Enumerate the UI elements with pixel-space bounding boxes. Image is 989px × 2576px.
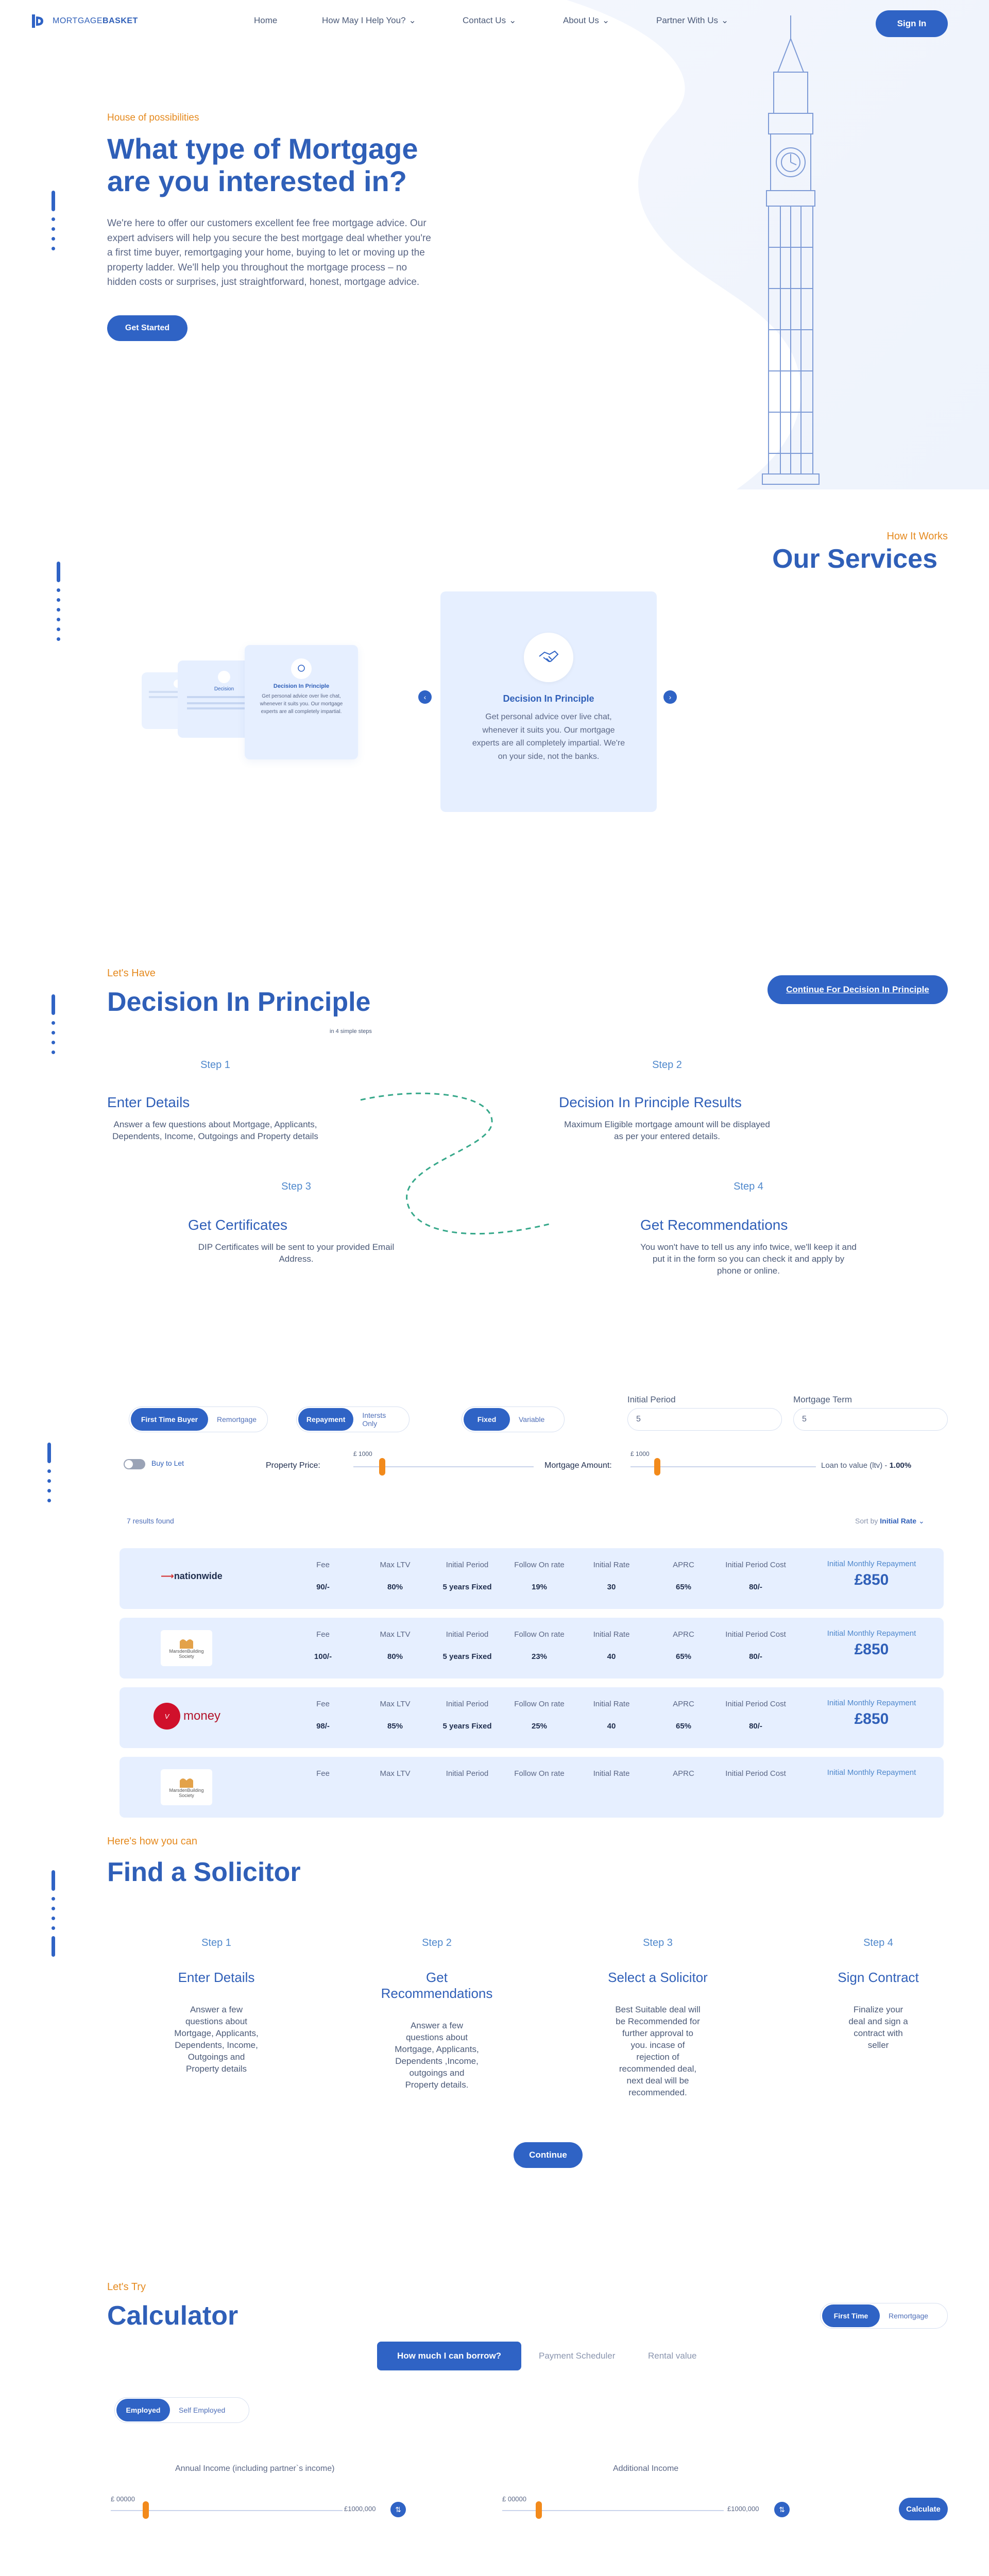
- val-fee: 100/-: [314, 1652, 332, 1661]
- col-initial-period: Initial Period: [446, 1630, 489, 1639]
- ltv-display: [821, 1461, 911, 1470]
- col-monthly-repayment: Initial Monthly Repayment: [827, 1699, 916, 1707]
- val-follow-on-rate: 25%: [531, 1722, 548, 1731]
- step-text: Best Suitable deal will be Recommended for further approval to you. incase of rejection of recommended deal, next deal will be recommended.: [615, 2005, 701, 2097]
- lender-name: MarsdenBuilding Society: [169, 1649, 204, 1659]
- product-row[interactable]: [120, 1618, 944, 1679]
- virgin-logo-icon: V: [154, 1703, 180, 1730]
- val-aprc: 65%: [675, 1583, 692, 1591]
- solicitor-step-1: [155, 1937, 278, 2075]
- fixed-option[interactable]: Fixed: [464, 1408, 510, 1431]
- site-header: [0, 0, 989, 46]
- initial-period-input[interactable]: 5: [627, 1408, 782, 1431]
- chevron-down-icon: ⌄: [408, 15, 416, 25]
- mortgage-amount-slider[interactable]: [654, 1458, 660, 1476]
- chevron-right-icon: ›: [669, 693, 672, 701]
- dip-step-3: [188, 1181, 404, 1193]
- section-indicator: [46, 1443, 52, 1502]
- step-title: Get Recommendations: [381, 1970, 493, 2001]
- col-initial-period-cost: Initial Period Cost: [725, 1561, 786, 1569]
- section-indicator: [56, 562, 61, 641]
- col-aprc: APRC: [673, 1700, 694, 1708]
- stepper-icon: ⇅: [779, 2505, 785, 2514]
- chevron-down-icon: ⌄: [721, 15, 729, 25]
- service-card-small-title: Decision: [214, 686, 234, 692]
- dip-step-2-title: Decision In Principle Results: [559, 1094, 742, 1110]
- col-aprc: APRC: [673, 1561, 694, 1569]
- nav-item-home[interactable]: [254, 15, 277, 26]
- initial-period-label: Initial Period: [627, 1395, 676, 1404]
- sort-value: Initial Rate: [880, 1517, 917, 1525]
- solicitor-step-4: [816, 1937, 940, 2052]
- col-initial-rate: Initial Rate: [593, 1769, 630, 1778]
- tab-rental-value[interactable]: Rental value: [648, 2351, 697, 2361]
- dip-eyebrow: Let's Have: [107, 968, 156, 979]
- repayment-option[interactable]: Repayment: [298, 1408, 353, 1431]
- remortgage-option[interactable]: Remortgage: [217, 1415, 257, 1423]
- step-number: Step 1: [201, 1937, 231, 1948]
- col-follow-on-rate: Follow On rate: [514, 1769, 565, 1778]
- product-row[interactable]: [120, 1757, 944, 1818]
- col-aprc: APRC: [673, 1630, 694, 1639]
- val-initial-period-cost: 80/-: [749, 1583, 762, 1591]
- lender-name: money: [183, 1709, 221, 1723]
- handshake-icon: [524, 633, 573, 682]
- hero-description: We're here to offer our customers excellent fee free mortgage advice. Our expert advisers will help you secure the best mortgage deal whether you're a first time buyer, remortgaging your home, buying to let or moving up the property ladder. We'll help you throughout the mortgage process – no hidden costs or surprises, just straightforward, honest, mortgage advice.: [107, 218, 431, 287]
- get-started-button[interactable]: Get Started: [107, 315, 187, 341]
- hero-background: [345, 0, 989, 489]
- val-monthly-repayment: £850: [854, 1710, 889, 1727]
- sort-label: Sort by: [855, 1517, 878, 1525]
- carousel-next-button[interactable]: [663, 690, 677, 704]
- chevron-down-icon: ⌄: [509, 15, 517, 25]
- val-initial-period: 5 years Fixed: [442, 1652, 492, 1661]
- tab-borrow-calculator[interactable]: How much I can borrow?: [377, 2342, 521, 2370]
- dip-step-1: [107, 1059, 323, 1071]
- nav-item-partner[interactable]: [656, 15, 728, 26]
- val-max-ltv: 85%: [387, 1722, 403, 1731]
- val-monthly-repayment: £850: [854, 1571, 889, 1588]
- dip-step-1-text: Answer a few questions about Mortgage, Applicants, Dependents, Income, Outgoings and Property details: [112, 1120, 318, 1141]
- col-fee: Fee: [316, 1630, 330, 1639]
- services-eyebrow: How It Works: [886, 531, 948, 542]
- dip-step-4: [640, 1181, 857, 1193]
- chevron-down-icon: ⌄: [918, 1517, 925, 1525]
- nav-label: About Us: [563, 15, 599, 25]
- dip-step-3-title: Get Certificates: [188, 1217, 287, 1233]
- col-initial-period: Initial Period: [446, 1561, 489, 1569]
- nav-item-contact[interactable]: [463, 15, 516, 26]
- val-initial-rate: 40: [607, 1652, 616, 1661]
- stepper-icon: ⇅: [395, 2505, 401, 2514]
- annual-income-slider[interactable]: [143, 2501, 149, 2519]
- first-time-buyer-option[interactable]: First Time Buyer: [131, 1408, 208, 1431]
- solicitor-continue-button[interactable]: Continue: [514, 2142, 583, 2168]
- step-title: Enter Details: [178, 1970, 255, 1985]
- col-fee: Fee: [316, 1700, 330, 1708]
- col-max-ltv: Max LTV: [380, 1769, 411, 1778]
- col-max-ltv: Max LTV: [380, 1700, 411, 1708]
- annual-income-max: £1000,000: [344, 2505, 376, 2513]
- col-aprc: APRC: [673, 1769, 694, 1778]
- additional-income-label: Additional Income: [613, 2464, 679, 2473]
- solicitor-eyebrow: Here's how you can: [107, 1836, 198, 1847]
- marsden-logo-icon: [179, 1637, 194, 1649]
- nav-item-help[interactable]: [322, 15, 416, 26]
- employed-option[interactable]: Employed: [116, 2399, 170, 2421]
- chevron-down-icon: ⌄: [602, 15, 610, 25]
- dip-step-4-text: You won't have to tell us any info twice, we'll keep it and put it in the form so you can check it and apply by phone or online.: [640, 1242, 857, 1276]
- annual-income-min: £ 00000: [111, 2495, 135, 2503]
- section-indicator: [50, 1870, 56, 1957]
- solicitor-title: Find a Solicitor: [107, 1857, 301, 1887]
- col-monthly-repayment: Initial Monthly Repayment: [827, 1768, 916, 1777]
- employment-toggle[interactable]: [114, 2397, 249, 2423]
- val-initial-period: 5 years Fixed: [442, 1722, 492, 1731]
- sign-in-button[interactable]: Sign In: [876, 10, 948, 37]
- step-title: Select a Solicitor: [608, 1970, 708, 1985]
- brand-logo[interactable]: [31, 12, 138, 30]
- step-number: Step 3: [643, 1937, 673, 1948]
- val-fee: 98/-: [316, 1722, 330, 1731]
- step-number: Step 2: [422, 1937, 452, 1948]
- col-initial-period: Initial Period: [446, 1700, 489, 1708]
- mortgage-amount-label: Mortgage Amount:: [544, 1461, 612, 1470]
- nav-label: Contact Us: [463, 15, 506, 25]
- hero-title-line2: are you interested in?: [107, 164, 407, 197]
- product-list: [0, 1543, 989, 1798]
- additional-income-stepper[interactable]: [774, 2502, 790, 2517]
- val-monthly-repayment: £850: [854, 1641, 889, 1658]
- dip-title: Decision In Principle: [107, 987, 371, 1017]
- col-monthly-repayment: Initial Monthly Repayment: [827, 1560, 916, 1568]
- service-card-side[interactable]: [245, 645, 358, 759]
- col-fee: Fee: [316, 1769, 330, 1778]
- val-fee: 90/-: [316, 1583, 330, 1591]
- calculator-title: Calculator: [107, 2301, 238, 2331]
- service-card-active-title: Decision In Principle: [503, 693, 594, 704]
- remortgage-option[interactable]: Remortgage: [889, 2312, 929, 2320]
- additional-income-slider[interactable]: [536, 2501, 542, 2519]
- lender-name: nationwide: [174, 1571, 223, 1581]
- product-row[interactable]: [120, 1548, 944, 1609]
- variable-option[interactable]: Variable: [519, 1415, 545, 1423]
- dip-step-4-title: Get Recommendations: [640, 1217, 788, 1233]
- val-initial-period: 5 years Fixed: [442, 1583, 492, 1591]
- val-follow-on-rate: 19%: [531, 1583, 548, 1591]
- step-number: Step 2: [652, 1059, 682, 1071]
- step-number: Step 1: [200, 1059, 230, 1071]
- carousel-prev-button[interactable]: [418, 690, 432, 704]
- property-price-slider[interactable]: [379, 1458, 385, 1476]
- mortgage-amount-value: £ 1000: [630, 1450, 650, 1458]
- step-title: Sign Contract: [838, 1970, 919, 1985]
- buyer-type-toggle[interactable]: [129, 1406, 268, 1432]
- nav-label: Partner With Us: [656, 15, 718, 25]
- val-max-ltv: 80%: [387, 1652, 403, 1661]
- col-fee: Fee: [316, 1561, 330, 1569]
- service-card-side-text: Get personal advice over live chat, whenever it suits you. Our mortgage experts are all completely impartial.: [260, 693, 343, 715]
- nav-item-about[interactable]: [563, 15, 609, 26]
- buy-to-let-switch[interactable]: [124, 1459, 145, 1469]
- brand-name-light: MORTGAGE: [53, 16, 103, 25]
- lender-logo-marsden: [161, 1769, 212, 1805]
- val-initial-period-cost: 80/-: [749, 1652, 762, 1661]
- lender-name: MarsdenBuilding Society: [169, 1788, 204, 1798]
- service-card-side-title: Decision In Principle: [273, 683, 330, 689]
- additional-income-max: £1000,000: [727, 2505, 759, 2513]
- dip-step-3-text: DIP Certificates will be sent to your provided Email Address.: [198, 1242, 395, 1264]
- service-card-active-text: Get personal advice over live chat, whenever it suits you. Our mortgage experts are all completely impartial. We're on your side, not the banks.: [472, 713, 625, 761]
- col-initial-rate: Initial Rate: [593, 1700, 630, 1708]
- section-indicator: [50, 191, 56, 250]
- val-aprc: 65%: [675, 1652, 692, 1661]
- sort-control[interactable]: [855, 1517, 925, 1526]
- col-max-ltv: Max LTV: [380, 1561, 411, 1569]
- marsden-logo-icon: [179, 1776, 194, 1788]
- col-initial-period-cost: Initial Period Cost: [725, 1700, 786, 1708]
- self-employed-option[interactable]: Self Employed: [179, 2406, 226, 2414]
- step-number: Step 4: [734, 1181, 763, 1192]
- buy-to-let-label: Buy to Let: [151, 1459, 184, 1467]
- chevron-left-icon: ‹: [423, 693, 427, 701]
- ltv-value: 1.00%: [889, 1461, 912, 1470]
- hero-title: [107, 133, 468, 197]
- step-text: Answer a few questions about Mortgage, Applicants, Dependents ,Income, outgoings and Property details.: [395, 2021, 479, 2090]
- col-initial-period-cost: Initial Period Cost: [725, 1769, 786, 1778]
- additional-income-min: £ 00000: [502, 2495, 526, 2503]
- step-text: Finalize your deal and sign a contract with seller: [848, 2005, 908, 2050]
- val-aprc: 65%: [675, 1722, 692, 1731]
- col-follow-on-rate: Follow On rate: [514, 1700, 565, 1708]
- calculator-buyer-toggle[interactable]: [820, 2303, 948, 2329]
- val-follow-on-rate: 23%: [531, 1652, 548, 1661]
- services-title: Our Services: [772, 544, 937, 574]
- first-time-option[interactable]: First Time: [822, 2304, 880, 2327]
- lender-logo-virgin-money: [154, 1703, 220, 1730]
- dip-step-2-text: Maximum Eligible mortgage amount will be displayed as per your entered details.: [564, 1120, 770, 1141]
- interest-only-option[interactable]: Intersts Only: [362, 1411, 386, 1428]
- calculator-eyebrow: Let's Try: [107, 2281, 146, 2293]
- service-card-active[interactable]: [440, 591, 657, 812]
- col-monthly-repayment: Initial Monthly Repayment: [827, 1629, 916, 1638]
- annual-income-stepper[interactable]: [390, 2502, 406, 2517]
- dip-step-1-title: Enter Details: [107, 1094, 190, 1110]
- property-price-label: Property Price:: [266, 1461, 320, 1470]
- col-follow-on-rate: Follow On rate: [514, 1630, 565, 1639]
- hero-eyebrow: House of possibilities: [107, 112, 199, 123]
- ltv-label: Loan to value (ltv) -: [821, 1461, 888, 1470]
- val-initial-rate: 30: [607, 1583, 616, 1591]
- col-follow-on-rate: Follow On rate: [514, 1561, 565, 1569]
- continue-dip-button[interactable]: Continue For Decision In Principle: [768, 975, 948, 1004]
- col-initial-rate: Initial Rate: [593, 1630, 630, 1639]
- calculate-button[interactable]: Calculate: [899, 2498, 948, 2520]
- annual-income-label: Annual Income (including partner`s income): [175, 2464, 335, 2473]
- mortgage-term-input[interactable]: 5: [793, 1408, 948, 1431]
- nav-label: How May I Help You?: [322, 15, 406, 25]
- section-indicator: [50, 994, 56, 1054]
- brand-name-bold: BASKET: [103, 16, 138, 25]
- repayment-type-toggle[interactable]: [296, 1406, 410, 1432]
- val-initial-rate: 40: [607, 1722, 616, 1731]
- col-initial-period: Initial Period: [446, 1769, 489, 1778]
- nav-label: Home: [254, 15, 278, 25]
- col-initial-period-cost: Initial Period Cost: [725, 1630, 786, 1639]
- lender-logo-marsden: [161, 1630, 212, 1666]
- rate-type-toggle[interactable]: [462, 1406, 565, 1432]
- dip-step-2: [559, 1059, 775, 1071]
- chat-icon: [291, 658, 312, 679]
- col-max-ltv: Max LTV: [380, 1630, 411, 1639]
- mortgage-term-label: Mortgage Term: [793, 1395, 852, 1404]
- tab-payment-scheduler[interactable]: Payment Scheduler: [539, 2351, 616, 2361]
- step-text: Answer a few questions about Mortgage, Applicants, Dependents, Income, Outgoings and Property details: [174, 2005, 259, 2074]
- product-row[interactable]: [120, 1687, 944, 1748]
- hero-title-line1: What type of Mortgage: [107, 132, 418, 165]
- dip-subtitle: in 4 simple steps: [330, 1028, 372, 1035]
- solicitor-step-2: [375, 1937, 499, 2091]
- step-number: Step 4: [863, 1937, 893, 1948]
- val-max-ltv: 80%: [387, 1583, 403, 1591]
- val-initial-period-cost: 80/-: [749, 1722, 762, 1731]
- basket-logo-icon: [31, 12, 48, 30]
- step-number: Step 3: [281, 1181, 311, 1192]
- lender-logo-nationwide: ⟶nationwide: [161, 1571, 223, 1581]
- property-price-value: £ 1000: [353, 1450, 372, 1458]
- solicitor-step-3: [596, 1937, 720, 2099]
- results-count: 7 results found: [127, 1517, 174, 1525]
- col-initial-rate: Initial Rate: [593, 1561, 630, 1569]
